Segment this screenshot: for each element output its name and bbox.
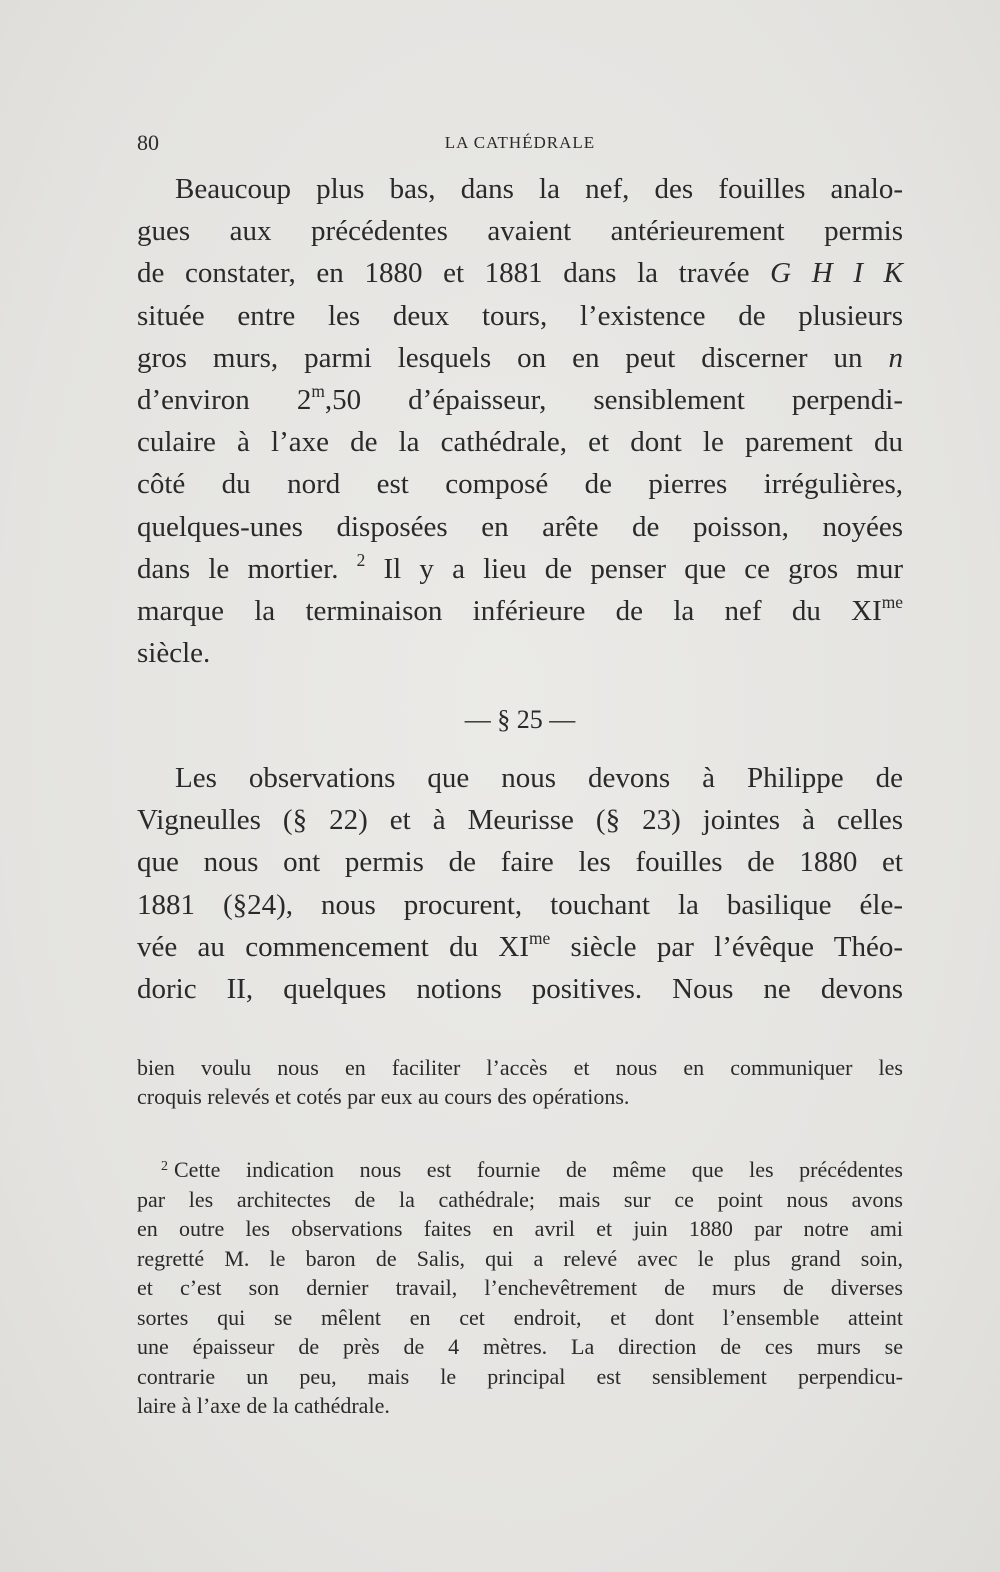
paragraph-line: dans le mortier. $^2$ Il y a lieu de penser que ce gros mur [137,549,903,585]
paragraph-line: d’environ 2$^m$,50 d’épaisseur, sensiblement perpendi- [137,380,903,417]
footnote-line: regretté M. le baron de Salis, qui a relevé avec le plus grand soin, [137,1245,903,1271]
paragraph-line: Beaucoup plus bas, dans la nef, des fouilles analo- [175,173,903,205]
section-heading: — § 25 — [464,705,576,734]
footnote-line: croquis relevés et cotés par eux au cours des opérations. [137,1084,630,1109]
paragraph-line: située entre les deux tours, l’existence de plusieurs [137,299,903,332]
footnote-line: en outre les observations faites en avril et juin 1880 par notre ami [137,1216,903,1241]
paragraph-line: Les observations que nous devons à Philippe de [175,762,903,794]
paragraph-line: gros murs, parmi lesquels on en peut discerner un n [137,341,903,374]
paragraph-line: marque la terminaison inférieure de la nef du $XI^{me}$ [137,591,903,628]
footnote-line: et c’est son dernier travail, l’enchevêtrement de murs de diverses [137,1275,903,1300]
travee-label: G H I K [770,257,903,290]
paragraph-line: 1881 (§24), nous procurent, touchant la basilique éle- [137,888,903,921]
footnote-line: $^2$ Cette indication nous est fournie de même que les précédentes [161,1157,903,1182]
wall-label: n [888,341,903,374]
footnote-line: laire à l’axe de la cathédrale. [137,1393,390,1418]
footnote-line: contrarie un peu, mais le principal est sensiblement perpendicu- [137,1363,903,1389]
footnote-line: sortes qui se mêlent en cet endroit, et dont l’ensemble atteint [137,1304,903,1330]
footnote-marker: 2 [161,1159,168,1174]
footnote-line: par les architectes de la cathédrale; mais sur ce point nous avons [137,1186,903,1212]
footnote-line: une épaisseur de près de 4 mètres. La direction de ces murs se [137,1334,903,1359]
paragraph-line: gues aux précédentes avaient antérieurement permis [137,215,903,248]
paragraph-line: doric II, quelques notions positives. Nous ne devons [137,973,903,1006]
page-header [137,128,903,158]
paragraph-1 [137,168,903,674]
century-superscript: me [881,591,903,612]
paragraph-line: culaire à l’axe de la cathédrale, et dont le parement du [137,426,903,459]
paragraph-line: vée au commencement du $XI^{me}$ siècle par l’évêque Théo- [137,927,903,963]
footnote-2 [137,1152,903,1421]
paragraph-line: Vigneulles (§ 22) et à Meurisse (§ 23) jointes à celles [137,804,903,837]
unit-superscript: m [311,380,325,401]
footnote-continuation [137,1053,903,1111]
page-number: 80 [137,130,159,155]
footnote-reference: 2 [356,549,366,570]
paragraph-line: siècle. [137,637,211,670]
paragraph-line: que nous ont permis de faire les fouilles de 1880 et [137,846,903,879]
paragraph-line: côté du nord est composé de pierres irrégulières, [137,468,903,501]
paragraph-line: quelques-unes disposées en arête de poisson, noyées [137,510,903,543]
century-superscript: me [528,927,551,948]
footnote-line: bien voulu nous en faciliter l’accès et nous en communiquer les [137,1055,903,1080]
paragraph-line: de constater, en 1880 et 1881 dans la travée G H I K [137,257,903,290]
running-title: LA CATHÉDRALE [444,133,596,152]
paragraph-2 [137,757,903,1010]
